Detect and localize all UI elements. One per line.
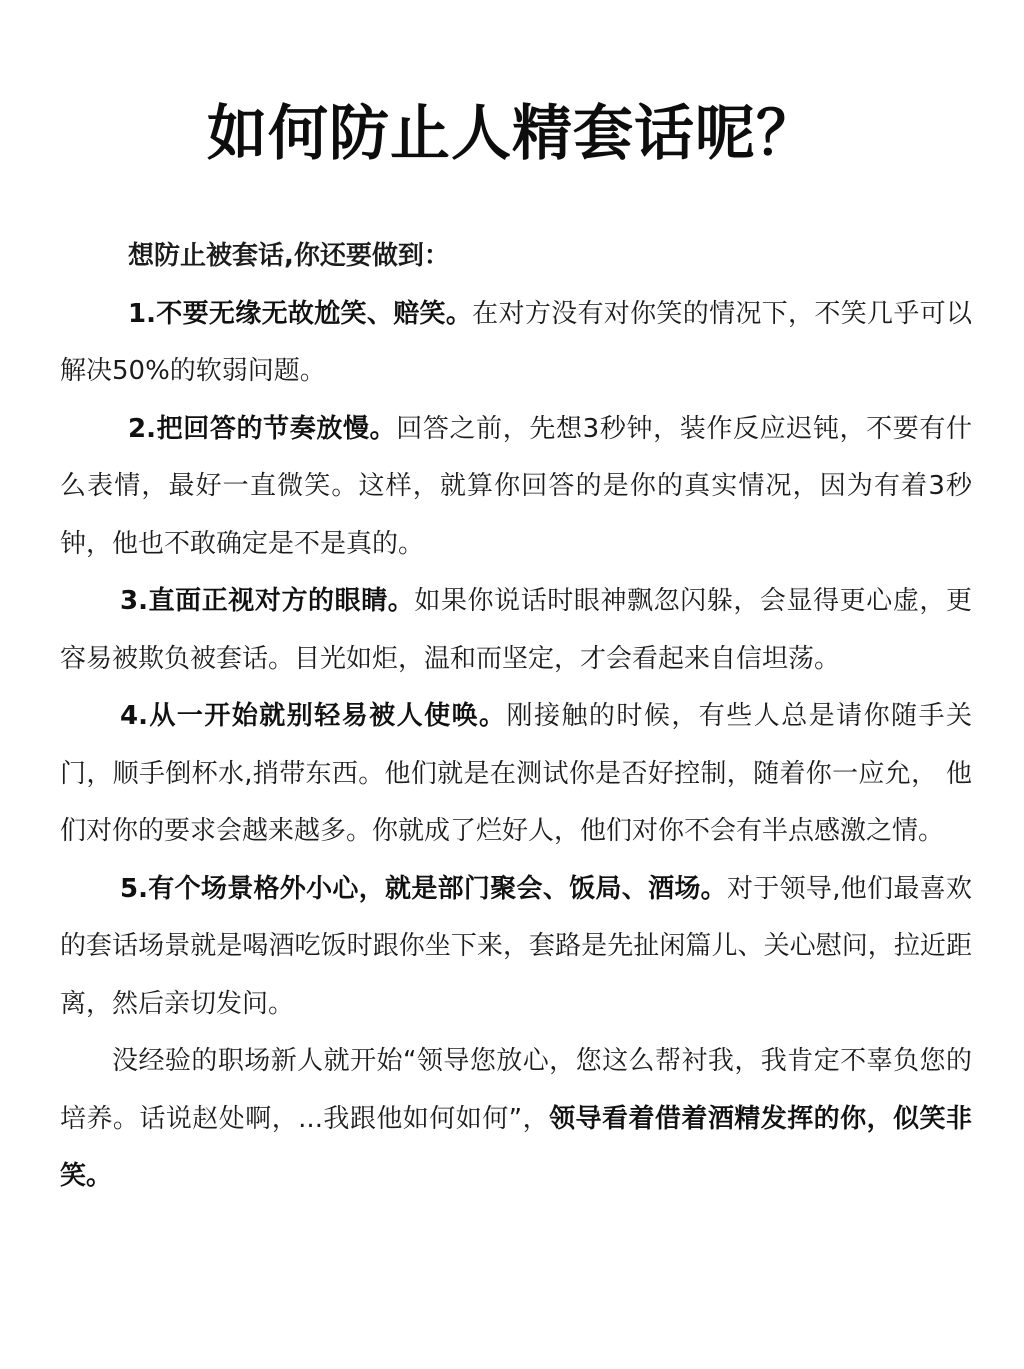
point-3-lead: 3.直面正视对方的眼睛。: [120, 586, 415, 616]
point-3-text: 如果你说话时眼神飘忽闪躲，会显得更心虚，更容易被欺负被套话。目光如炬，温和而坚定，才会看起来自信坦荡。: [60, 586, 972, 674]
point-1: [60, 286, 972, 401]
point-4-text: 刚接触的时候，有些人总是请你随手关门，顺手倒杯水,捎带东西。他们就是在测试你是否好控制，随着你一应允， 他们对你的要求会越来越多。你就成了烂好人，他们对你不会有半点感激之情。: [60, 701, 972, 846]
point-4: [60, 688, 972, 861]
closing-bold: 领导看着借着酒精发挥的你，似笑非笑。: [60, 1103, 972, 1191]
point-3: [60, 573, 972, 688]
point-5-lead: 5.有个场景格外小心，就是部门聚会、饭局、酒场。: [120, 873, 727, 904]
point-2-lead: 2.把回答的节奏放慢。: [128, 413, 397, 444]
article-body: [60, 228, 972, 1206]
page-title: 如何防止人精套话呢？: [207, 99, 817, 169]
point-1-lead: 1.不要无缘无故尬笑、赔笑。: [128, 298, 473, 329]
point-5-text: 对于领导,他们最喜欢的套话场景就是喝酒吃饭时跟你坐下来，套路是先扯闲篇儿、关心慰问，拉近距离，然后亲切发问。: [60, 873, 973, 1019]
closing-text: 没经验的职场新人就开始“领导您放心，您这么帮衬我，我肯定不辜负您的培养。话说赵处啊，...我跟他如何如何”，: [60, 1046, 972, 1134]
closing-paragraph: [60, 1033, 972, 1206]
point-5: [60, 861, 972, 1034]
point-2: [60, 401, 972, 574]
intro-heading: 想防止被套话,你还要做到：: [128, 241, 450, 271]
point-1-text: 在对方没有对你笑的情况下，不笑几乎可以解决50%的软弱问题。: [60, 298, 972, 386]
point-4-lead: 4.从一开始就别轻易被人使唤。: [120, 701, 507, 731]
point-2-text: 回答之前，先想3秒钟，装作反应迟钝，不要有什么表情，最好一直微笑。这样，就算你回答的是你的真实情况，因为有着3秒钟，他也不敢确定是不是真的。: [60, 413, 973, 559]
